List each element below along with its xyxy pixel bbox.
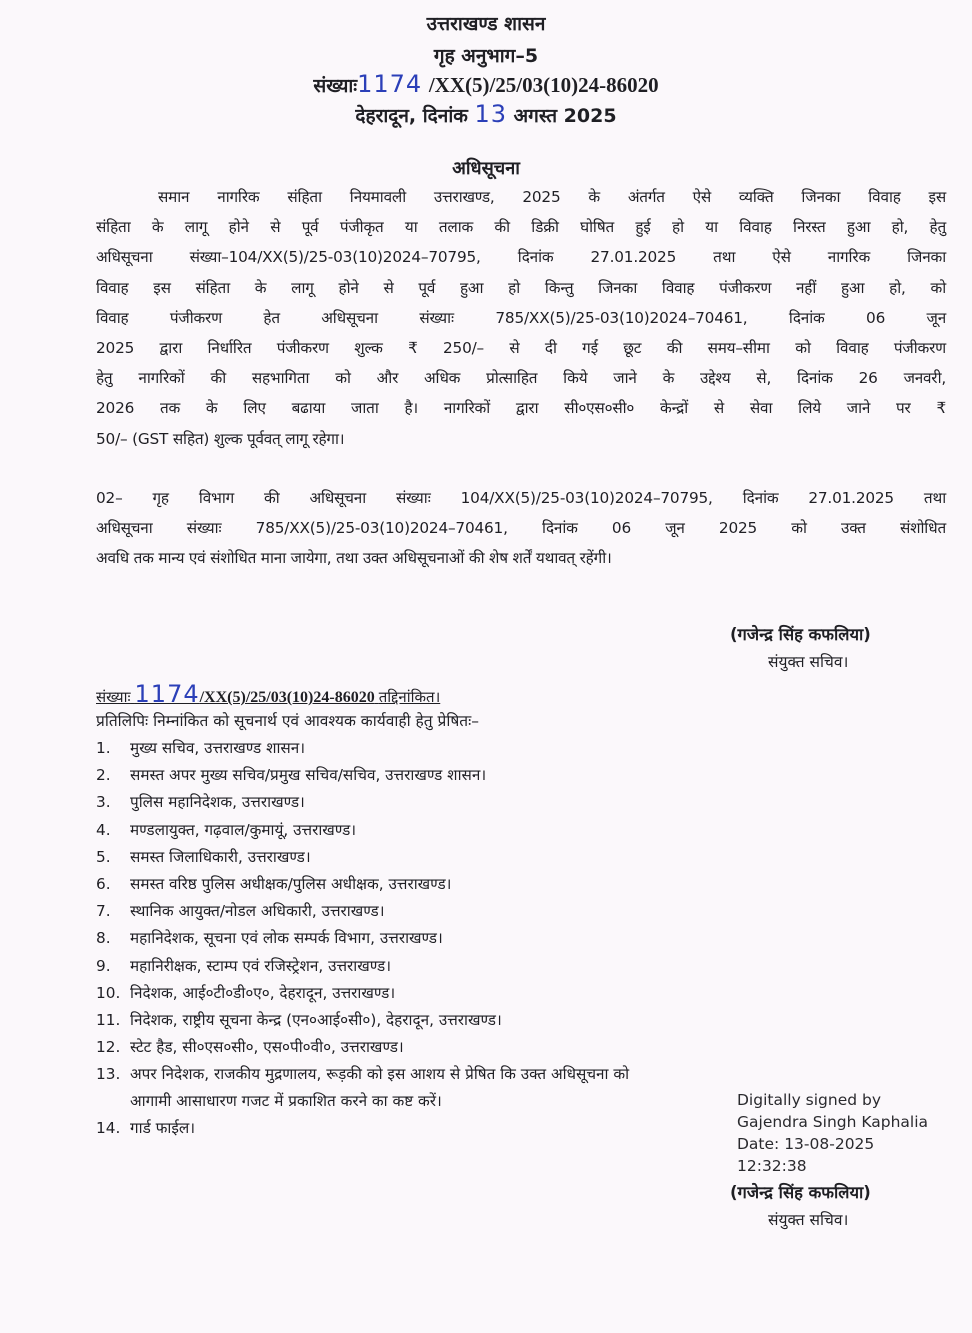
handwritten-date: 13	[474, 100, 507, 128]
paragraph-line: अवधि तक मान्य एवं संशोधित माना जायेगा, तथा उक्त अधिसूचनाओं की शेष शर्तें यथावत् रहेंगी।	[96, 549, 612, 568]
paragraph-line: विवाह इस संहिता के लागू होने से पूर्व हुआ हो किन्तु जिनका विवाह पंजीकरण नहीं हुआ हो, को	[96, 278, 946, 297]
copy-heading: प्रतिलिपिः निम्नांकित को सूचनार्थ एवं आवश्यक कार्यवाही हेतु प्रेषितः–	[96, 712, 480, 730]
digital-signature-date: Date: 13-08-2025	[737, 1135, 875, 1153]
date-suffix: अगस्त 2025	[513, 105, 617, 127]
paragraph-line: अधिसूचना संख्या–104/XX(5)/25-03(10)2024–70795, दिनांक 27.01.2025 तथा ऐसे नागरिक जिनका	[96, 248, 946, 267]
signatory-name-top: (गजेन्द्र सिंह कफलिया)	[730, 625, 871, 644]
paragraph-line: 2025 द्वारा निर्धारित पंजीकरण शुल्क ₹ 250/– से दी गई छूट की समय–सीमा को विवाह पंजीकरण	[96, 339, 946, 358]
copy-ref-label: संख्याः	[96, 688, 131, 706]
list-item: 9. महानिरीक्षक, स्टाम्प एवं रजिस्ट्रेशन, उत्तराखण्ड।	[96, 956, 391, 975]
order-number	[0, 70, 972, 98]
paragraph-line: संहिता के लागू होने से पूर्व पंजीकृत या तलाक की डिक्री घोषित हुई हो या विवाह निरस्त हुआ हो, हेतु	[96, 218, 946, 237]
distribution-list	[96, 735, 726, 1142]
list-item: 12. स्टेट हैड, सी०एस०सी०, एस०पी०वी०, उत्तराखण्ड।	[96, 1038, 404, 1057]
list-item: 3. पुलिस महानिदेशक, उत्तराखण्ड।	[96, 793, 305, 812]
list-item: 11. निदेशक, राष्ट्रीय सूचना केन्द्र (एन०आई०सी०), देहरादून, उत्तराखण्ड।	[96, 1010, 502, 1029]
paragraph-line: 50/– (GST सहित) शुल्क पूर्ववत् लागू रहेगा।	[96, 429, 345, 448]
digital-signature-block	[737, 1089, 928, 1177]
paragraph-line: 2026 तक के लिए बढाया जाता है। नागरिकों द्वारा सी०एस०सी० केन्द्रों से सेवा लिये जाने पर ₹	[96, 399, 946, 418]
paragraph-line: 02– गृह विभाग की अधिसूचना संख्याः 104/XX(5)/25-03(10)2024–70795, दिनांक 27.01.2025 तथा	[96, 489, 946, 507]
notification-paragraph-1	[96, 182, 946, 454]
paragraph-line: हेतु नागरिकों की सहभागिता को और अधिक प्रोत्साहित किये जाने के उद्देश्य से, दिनांक 26 जनवरी,	[96, 369, 946, 388]
digital-signature-signer: Gajendra Singh Kaphalia	[737, 1113, 929, 1131]
list-item: 6. समस्त वरिष्ठ पुलिस अधीक्षक/पुलिस अधीक्षक, उत्तराखण्ड।	[96, 874, 452, 893]
handwritten-copy-ref-number: 1174	[134, 680, 200, 708]
list-item-continuation: आगामी आसाधारण गजट में प्रकाशित करने का कष्ट करें।	[130, 1092, 442, 1111]
signatory-designation-top: संयुक्त सचिव।	[768, 653, 849, 671]
digital-signature-time: 12:32:38	[737, 1157, 807, 1175]
paragraph-line: समान नागरिक संहिता नियमावली उत्तराखण्ड, 2025 के अंतर्गत ऐसे व्यक्ति जिनका विवाह इस	[158, 188, 946, 206]
paragraph-line: विवाह पंजीकरण हेत अधिसूचना संख्याः 785/XX(5)/25-03(10)2024–70461, दिनांक 06 जून	[96, 308, 946, 327]
list-item: 2. समस्त अपर मुख्य सचिव/प्रमुख सचिव/सचिव, उत्तराखण्ड शासन।	[96, 766, 487, 785]
place-date-prefix: देहरादून, दिनांक	[355, 105, 468, 127]
paragraph-line: अधिसूचना संख्याः 785/XX(5)/25-03(10)2024–70461, दिनांक 06 जून 2025 को उक्त संशोधित	[96, 519, 946, 538]
list-item: 14. गार्ड फाईल।	[96, 1119, 196, 1138]
list-item: 10. निदेशक, आई०टी०डी०ए०, देहरादून, उत्तराखण्ड।	[96, 983, 396, 1002]
copy-reference-number	[96, 680, 440, 708]
copy-ref-suffix: /XX(5)/25/03(10)24-86020	[199, 689, 375, 706]
government-name: उत्तराखण्ड शासन	[426, 13, 546, 35]
list-item: 8. महानिदेशक, सूचना एवं लोक सम्पर्क विभाग, उत्तराखण्ड।	[96, 929, 443, 948]
digital-signature-line: Digitally signed by	[737, 1091, 882, 1109]
list-item: 4. मण्डलायुक्त, गढ़वाल/कुमायूं, उत्तराखण्ड।	[96, 820, 357, 839]
list-item: 13. अपर निदेशक, राजकीय मुद्रणालय, रूड़की को इस आशय से प्रेषित कि उक्त अधिसूचना को आगामी आसाधारण गजट में प्रकाशित करने का कष्ट करें।	[96, 1061, 726, 1115]
section-name: गृह अनुभाग–5	[433, 45, 539, 67]
order-number-suffix: /XX(5)/25/03(10)24-86020	[428, 73, 659, 97]
list-item: 1. मुख्य सचिव, उत्तराखण्ड शासन।	[96, 739, 306, 757]
handwritten-order-number: 1174	[357, 70, 423, 98]
signatory-designation-bottom: संयुक्त सचिव।	[768, 1211, 849, 1229]
signatory-name-bottom: (गजेन्द्र सिंह कफलिया)	[730, 1183, 871, 1202]
order-number-label: संख्याः	[313, 75, 358, 97]
copy-ref-tail: तद्दिनांकित।	[378, 688, 441, 706]
notification-title: अधिसूचना	[452, 158, 520, 179]
list-item: 7. स्थानिक आयुक्त/नोडल अधिकारी, उत्तराखण्ड।	[96, 902, 385, 921]
list-item: 5. समस्त जिलाधिकारी, उत्तराखण्ड।	[96, 847, 311, 866]
place-date	[0, 100, 972, 128]
notification-paragraph-2	[96, 483, 946, 574]
